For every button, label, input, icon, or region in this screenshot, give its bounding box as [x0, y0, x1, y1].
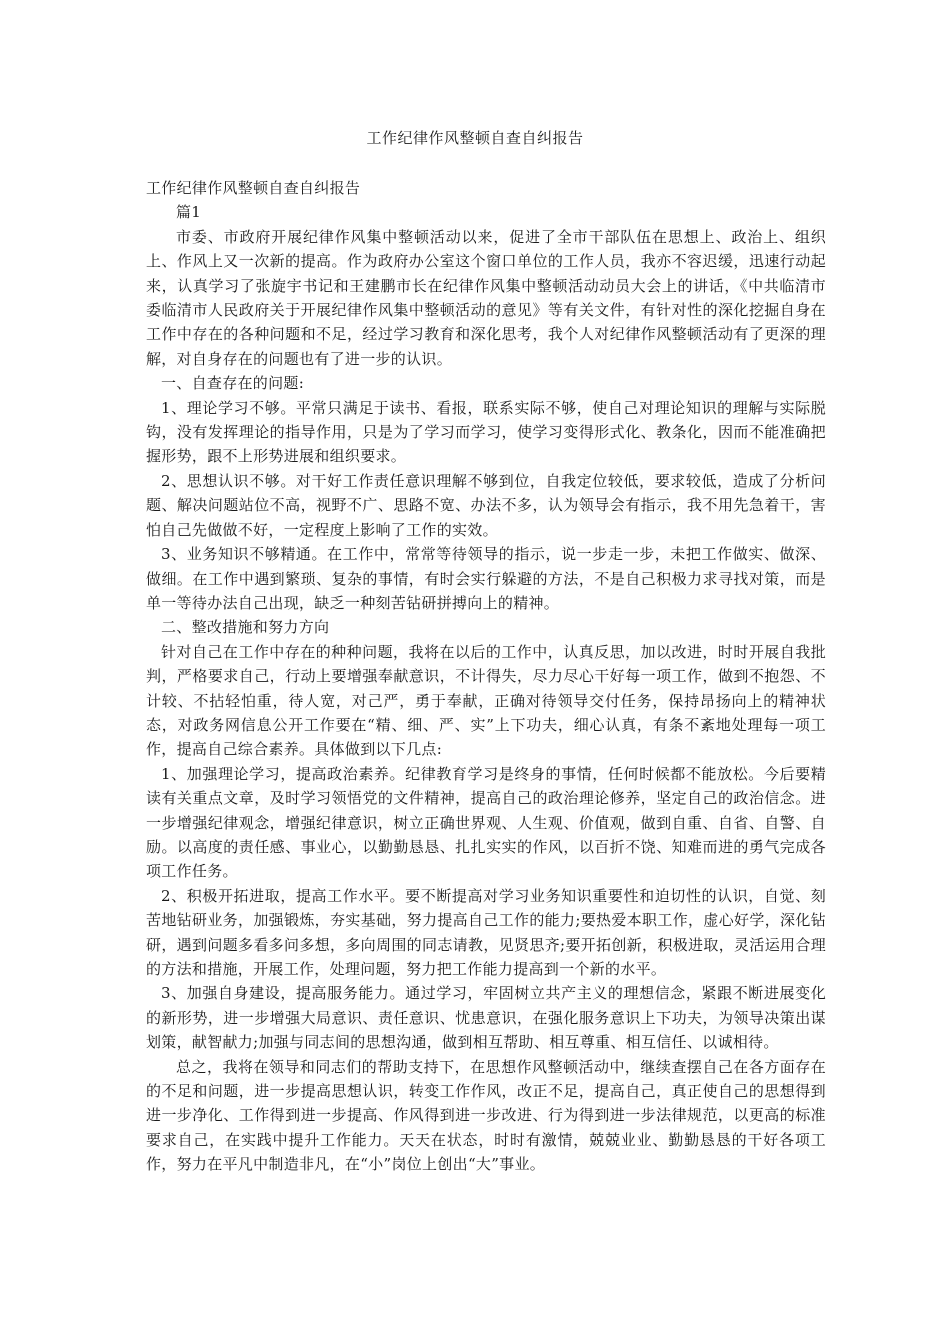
paragraph-problem-1: 1、理论学习不够。平常只满足于读书、看报，联系实际不够，使自己对理论知识的理解与实际脱钩，没有发挥理论的指导作用，只是为了学习而学习，使学习变得形式化、教条化，因而不能准确把握形势，跟不上形势进展和组织要求。 [146, 398, 826, 466]
document-body [146, 176, 826, 1177]
document-title: 工作纪律作风整顿自查自纠报告 [366, 129, 584, 147]
paragraph-conclusion: 总之，我将在领导和同志们的帮助支持下，在思想作风整顿活动中，继续查摆自己在各方面存在的不足和问题，进一步提高思想认识，转变工作作风，改正不足，提高自己，真正使自己的思想得到进一步净化、工作得到进一步提高、作风得到进一步改进、行为得到进一步法律规范，以更高的标准要求自己，在实践中提升工作能力。天天在状态，时时有激情，兢兢业业、勤勤恳恳的干好各项工作，努力在平凡中制造非凡，在“小”岗位上创出“大”事业。 [146, 1057, 826, 1174]
chapter-label: 篇1 [176, 203, 202, 222]
paragraph-problem-3: 3、业务知识不够精通。在工作中，常常等待领导的指示，说一步走一步，未把工作做实、做深、做细。在工作中遇到繁琐、复杂的事情，有时会实行躲避的方法，不是自己积极力求寻找对策，而是单一等待办法自己出现，缺乏一种刻苦钻研拼搏向上的精神。 [146, 545, 826, 612]
paragraph-problem-2: 2、思想认识不够。对干好工作责任意识理解不够到位，自我定位较低，要求较低，造成了分析问题、解决问题站位不高，视野不广、思路不宽、办法不多，认为领导会有指示，我不用先急着干，害怕自己先做做不好，一定程度上影响了工作的实效。 [146, 471, 826, 539]
paragraph-intro: 市委、市政府开展纪律作风集中整顿活动以来，促进了全市干部队伍在思想上、政治上、组织上、作风上又一次新的提高。作为政府办公室这个窗口单位的工作人员，我亦不容迟缓，迅速行动起来，认真学习了张旋宇书记和王建鹏市长在纪律作风集中整顿活动动员大会上的讲话，《中共临清市委临清市人民政府关于开展纪律作风集中整顿活动的意见》等有关文件，有针对性的深化挖掘自身在工作中存在的各种问题和不足，经过学习教育和深化思考，我个人对纪律作风整顿活动有了更深的理解，对自身存在的问题也有了进一步的认识。 [146, 227, 826, 368]
paragraph-measures-intro: 针对自己在工作中存在的种种问题，我将在以后的工作中，认真反思，加以改进，时时开展自我批判，严格要求自己，行动上要增强奉献意识，不计得失，尽力尽心干好每一项工作，做到不抱怨、不计较、不拈轻怕重，待人宽，对己严，勇于奉献，正确对待领导交付任务，保持昂扬向上的精神状态，对政务网信息公开工作要在“精、细、严、实”上下功夫，细心认真，有条不紊地处理每一项工作，提高自己综合素养。具体做到以下几点: [146, 642, 826, 759]
section-heading-problems: 一、自查存在的问题: [161, 374, 305, 393]
paragraph-measure-1: 1、加强理论学习，提高政治素养。纪律教育学习是终身的事情，任何时候都不能放松。今后要精读有关重点文章，及时学习领悟党的文件精神，提高自己的政治理论修养，坚定自己的政治信念。进一步增强纪律观念，增强纪律意识，树立正确世界观、人生观、价值观，做到自重、自省、自警、自励。以高度的责任感、事业心，以勤勤恳恳、扎扎实实的作风，以百折不饶、知难而进的勇气完成各项工作任务。 [146, 764, 826, 881]
paragraph-measure-3: 3、加强自身建设，提高服务能力。通过学习，牢固树立共产主义的理想信念，紧跟不断进展变化的新形势，进一步增强大局意识、责任意识、忧患意识，在强化服务意识上下功夫，为领导决策出谋划策，献智献力;加强与同志间的思想沟通，做到相互帮助、相互尊重、相互信任、以诚相待。 [146, 984, 826, 1052]
paragraph-measure-2: 2、积极开拓进取，提高工作水平。要不断提高对学习业务知识重要性和迫切性的认识，自觉、刻苦地钻研业务，加强锻炼，夯实基础，努力提高自己工作的能力;要热爱本职工作，虚心好学，深化钻研，遇到问题多看多问多想，多向周围的同志请教，见贤思齐;要开拓创新，积极进取，灵活运用合理的方法和措施，开展工作，处理问题，努力把工作能力提高到一个新的水平。 [146, 886, 826, 978]
document-subtitle: 工作纪律作风整顿自查自纠报告 [146, 179, 361, 197]
section-heading-measures: 二、整改措施和努力方向 [161, 618, 330, 637]
